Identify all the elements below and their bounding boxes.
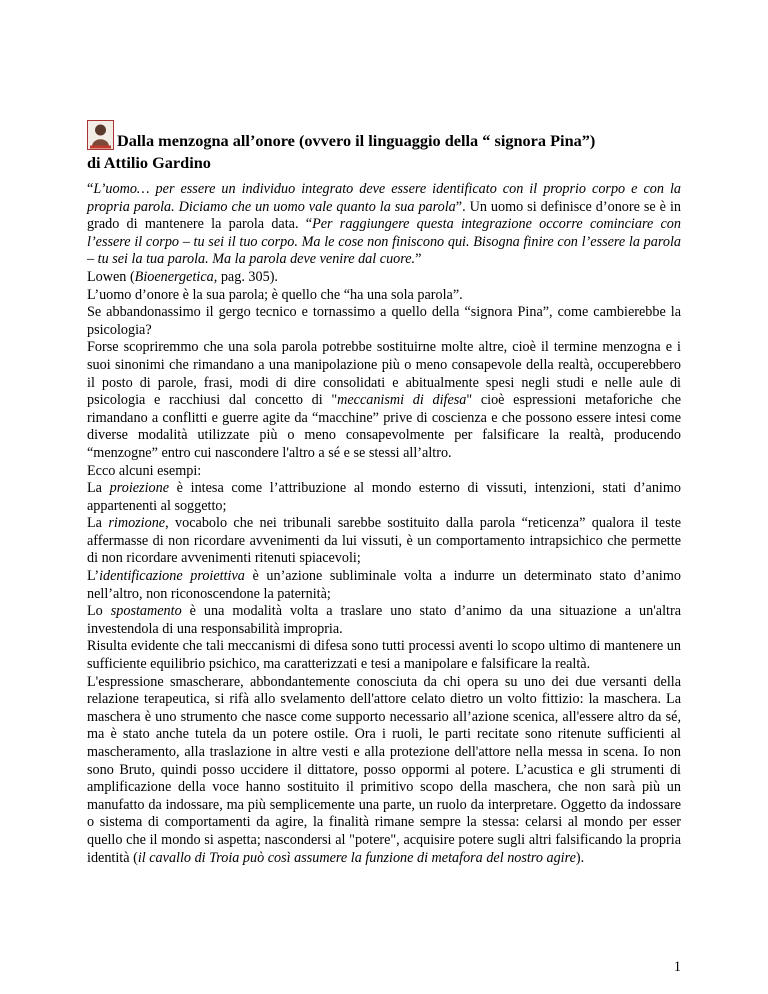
text-run: Forse scopriremmo che una sola parola potrebbe sostituirne molte altre, cioè il termine menzogna e i suoi sinonimi che rimandano a una manipolazione più o meno consapevole della realtà, occuperebbero il posto di parole, frasi, modi di dire consolidati e abitualmente spesi negli studi e nelle aule di psicologia e racchiusi dal concetto di " xyxy=(87,339,681,409)
paragraph xyxy=(87,480,681,515)
text-run: Se abbandonassimo il gergo tecnico e tornassimo a quello della “signora Pina”, come cambierebbe la psicologia? xyxy=(87,304,681,338)
text-run: L’uomo d’onore è la sua parola; è quello che “ha una sola parola”. xyxy=(87,286,463,303)
paragraph xyxy=(87,515,681,568)
text-run: ”. Un uomo si definisce d’onore se è in grado di mantenere la parola data. “ xyxy=(87,198,681,233)
paragraph xyxy=(87,463,681,481)
text-run: La xyxy=(87,480,110,497)
text-run: è un’azione subliminale volta a indurre un determinato stato d’animo nell’altro, non riconoscendone la paternità; xyxy=(87,568,681,602)
italic-text: il cavallo di Troia può così assumere la funzione di metafora del nostro agire xyxy=(137,849,576,866)
page-number: 1 xyxy=(673,959,681,975)
document-title: Dalla menzogna all’onore (ovvero il linguaggio della “ signora Pina”) xyxy=(117,131,596,150)
italic-text: identificazione proiettiva xyxy=(99,568,245,585)
paragraph xyxy=(87,181,681,269)
document-author: di Attilio Gardino xyxy=(87,153,211,172)
text-run: Ecco alcuni esempi: xyxy=(87,462,202,479)
paragraph xyxy=(87,339,681,462)
text-run: è intesa come l’attribuzione al mondo esterno di vissuti, intenzioni, stati d’animo appartenenti al soggetto; xyxy=(87,480,682,514)
text-run: ). xyxy=(575,849,585,866)
italic-text: spostamento xyxy=(110,603,182,620)
paragraph xyxy=(87,674,681,868)
text-run: , pag. 305). xyxy=(213,268,278,285)
paragraph xyxy=(87,304,681,339)
text-run: La xyxy=(87,515,109,532)
text-run: Lowen ( xyxy=(87,268,135,285)
text-run: è una modalità volta a traslare uno stato d’animo da una situazione a un'altra investendola di una responsabilità impropria. xyxy=(87,603,681,637)
text-run: L’ xyxy=(87,568,100,585)
document-header xyxy=(87,120,687,174)
paragraph xyxy=(87,638,681,673)
text-run: " cioè espressioni metaforiche che rimandano a conflitti e guerre agite da “macchine” prive di coscienza e che possono essere intesi come diverse modalità utilizzate più o meno consapevolmente per falsificare la realtà, producendo “menzogne” entro cui nascondere l'altro a sé e se stessi all’altro. xyxy=(87,392,681,461)
paragraph xyxy=(87,603,681,638)
italic-text: rimozione xyxy=(108,515,166,532)
publisher-logo-icon xyxy=(87,120,114,150)
paragraph xyxy=(87,287,681,305)
document-body xyxy=(87,181,681,867)
text-run: , vocabolo che nei tribunali sarebbe sostituito dalla parola “reticenza” qualora il teste affermasse di non ricordare avvenimenti da lui vissuti, è un comportamento intrapsichico che permette di non ricordare avvenimenti ritenuti spiacevoli; xyxy=(87,515,681,567)
italic-text: Per raggiungere questa integrazione occorre cominciare con l’essere il corpo – tu sei il tuo corpo. Ma le cose non finiscono qui. Bisogna finire con l’essere la parola – tu sei la tua parola. Ma la parola deve venire dal cuore. xyxy=(87,216,681,268)
paragraph xyxy=(87,568,681,603)
italic-text: proiezione xyxy=(109,480,170,497)
italic-text: L’uomo… per essere un individuo integrato deve essere identificato con il proprio corpo e con la propria parola. Diciamo che un uomo vale quanto la sua parola xyxy=(87,181,681,215)
italic-text: meccanismi di difesa xyxy=(337,392,467,409)
italic-text: Bioenergetica xyxy=(134,268,214,285)
text-run: L'espressione smascherare, abbondantemente conosciuta da chi opera su uno dei due versanti della relazione terapeutica, si rifà allo svelamento dell'attore celato dietro un volto fittizio: la maschera. La maschera è uno strumento che nasce come supporto necessario all’azione scenica, all'essere altro da sé, ma è stato anche tutela da un potere ostile. Ora i ruoli, le parti recitate sono ritenute sufficienti al mascheramento, alla traslazione in altre vesti e alla protezione dell'attore nella messa in scena. Io non sono Bruto, quindi posso uccidere il dittatore, posso oppormi al potere. L’acustica e gli strumenti di amplificazione della voce hanno sostituito il primitivo scopo della maschera, che non sarà più un manufatto da indossare, ma più semplicemente una parte, un ruolo da interpretare. Oggetto da indossare o sistema di comportamenti da agire, la finalità rimane sempre la stessa: celarsi al mondo per esser quello che il mondo si aspetta; nascondersi al "potere", acquisire potere sugli altri falsificando la propria identità ( xyxy=(87,673,681,866)
text-run: Risulta evidente che tali meccanismi di difesa sono tutti processi aventi lo scopo ultimo di mantenere un sufficiente equilibrio psichico, ma caratterizzati e tesi a manipolare e falsificare la realtà. xyxy=(87,638,681,673)
text-run: ” xyxy=(415,251,422,268)
text-run: “ xyxy=(87,181,94,197)
paragraph xyxy=(87,269,681,287)
text-run: Lo xyxy=(87,603,111,620)
